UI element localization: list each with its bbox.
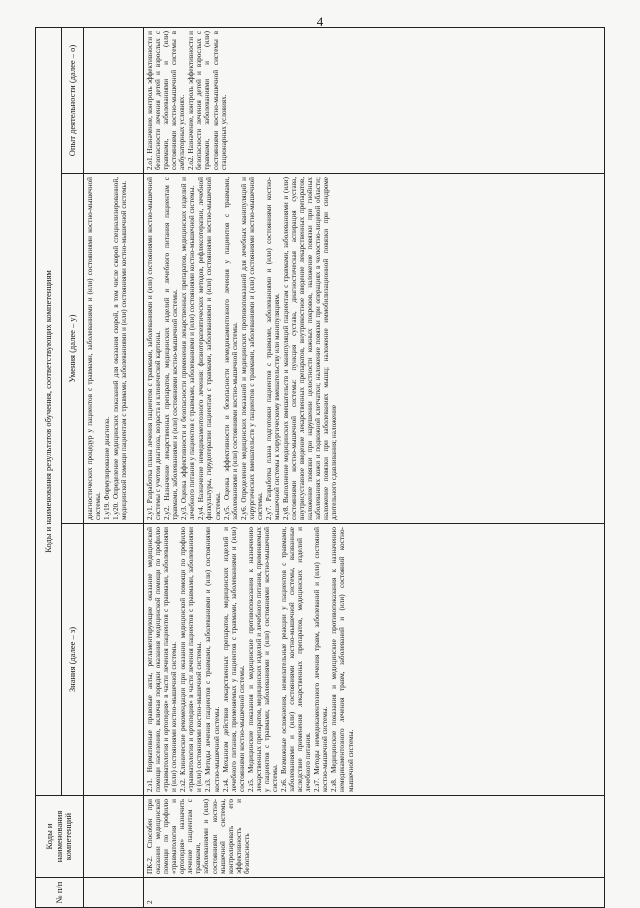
cont-knowledge-cell (84, 524, 144, 796)
skill-item: 2.у4. Назначение немедикаментозного лечения: физиотерапевтических методов, рефлексотерапии, лечебной физкультуры, гирудотерапии пациентам с травмами, заболеваниями и (или) состояниями костно-мышечной системы. (197, 177, 222, 520)
experience-cell (144, 27, 605, 173)
experience-item: 2.о2. Назначение, контроль эффективности и безопасности лечения детей и взрослых с травмами, заболеваниями и (или) состояниями костно-мышечной системы в стационарных условиях. (187, 30, 228, 170)
cont-experience-cell (84, 27, 144, 173)
header-group: Коды и наименования результатов обучения, соответствующих компетенциям (36, 27, 62, 795)
header-row-2 (62, 27, 84, 907)
competency-code: ПК-2. Способен при оказании медицинской помощи по профилю «травматология и ортопедия» назначить лечение пациентам с травмами, заболеваниями и (или) состояниями костно-мышечной системы, контролировать его эффективность и безопасность (144, 796, 605, 878)
knowledge-item: 2.з7. Методы немедикаментозного лечения травм, заболеваний и (или) состояний костно-мышечной системы. (313, 527, 330, 792)
header-codes: Коды и наименования компетенций (36, 796, 84, 878)
knowledge-item: 2.з1. Нормативные правовые акты, регламентирующие оказание медицинской помощи населению, включая порядки оказания медицинской помощи по профилю «травматология и ортопедия» в части лечения пациентов с травмами, заболеваниями и (или) состояниями костно-мышечной системы. (146, 527, 179, 792)
skill-item: 2.у1. Разработка плана лечения пациентов с травмами, заболеваниями и (или) состояниями костно-мышечной системы с учетом диагноза, возраста и клинической картины. (146, 177, 163, 520)
header-experience: Опыт деятельности (далее – о) (62, 27, 84, 173)
skill-item: 2.у5. Оценка эффективности и безопасности немедикаментозного лечения у пациентов с травмами, заболеваниями и (или) состояниями костно-мышечной системы. (222, 177, 239, 520)
knowledge-item: 2.з8. Медицинские показания и медицинские противопоказания к назначению немедикаментозного лечения травм, заболеваний и (или) состояний костно-мышечной системы. (330, 527, 355, 792)
page-number: 4 (316, 14, 324, 29)
header-row-1 (36, 27, 62, 907)
row-number: 2 (144, 878, 605, 908)
cont-skill-item: 1.у19. Формулирование диагноза. (103, 416, 112, 520)
header-num: № п/п (36, 878, 84, 908)
cont-skill-item: 1.у20. Определение медицинских показаний для оказания скорой, в том числе скорой специализированной, медицинской помощи пациентам с травмами, заболеваниями и (или) состояниями костно-мышечной системы. (112, 177, 129, 520)
skill-item: 2.у8. Выполнение медицинских вмешательств и манипуляций пациентам с травмами, заболеваниями и (или) состояниями костно-мышечной системы: пункция сустава, диагностическая аспирация сустава, внутрисуставное введение лекарственных препаратов, внутрикостное введение лекарственных препаратов, наложение повязки при нарушении целостности кожных покровов, наложение повязки при гнойных заболеваниях кожи и подкожной клетчатки; наложение повязки при операциях в челюстно-лицевой области; наложение повязки при заболеваниях мышц; наложение иммобилизационной повязки при синдроме длительного сдавливания; наложение (282, 177, 339, 520)
skill-item: 2.у2. Назначение лекарственных препаратов, медицинских изделий и лечебного питания пациентам с травмами, заболеваниями и (или) состояниями костно-мышечной системы. (163, 177, 180, 520)
rotated-table-wrapper (35, 28, 605, 908)
cont-num-cell (84, 878, 144, 908)
table-row (144, 27, 605, 907)
skill-item: 2.у3. Оценка эффективности и безопасности применения лекарственных препаратов, медицинских изделий и лечебного питания у пациентов с травмами, заболеваниями и (или) состояниями костно-мышечной системы. (180, 177, 197, 520)
competency-table (35, 27, 605, 908)
knowledge-cell (144, 524, 605, 796)
skill-item: 2.у7. Разработка плана подготовки пациентов с травмами, заболеваниями и (или) состояниями костно-мышечной системы к хирургическому вмешательству или манипуляциям. (264, 177, 281, 520)
experience-item: 2.о1. Назначение, контроль эффективности и безопасности лечения детей и взрослых с травмами, заболеваниями и (или) состояниями костно-мышечной системы в амбулаторных условиях. (146, 30, 187, 170)
knowledge-item: 2.з3. Методы лечения пациентов с травмами, заболеваниями и (или) состояниями костно-мышечной системы. (204, 527, 221, 792)
continuation-row (84, 27, 144, 907)
cont-skills-cell (84, 174, 144, 524)
skills-cell (144, 174, 605, 524)
knowledge-item: 2.з2. Клинические рекомендации при оказании медицинской помощи по профилю «травматология и ортопедия» в части лечения пациентов с травмами, заболеваниями и (или) состояниями костно-мышечной системы. (179, 527, 204, 792)
knowledge-item: 2.з4. Механизм действия лекарственных препаратов, медицинских изделий и лечебного питания, применяемых у пациентов с травмами, заболеваниями и (или) состояниями костно-мышечной системы. (221, 527, 246, 792)
knowledge-item: 2.з5. Медицинские показания и медицинские противопоказания к назначению лекарственных препаратов, медицинских изделий и лечебного питания, применяемых у пациентов с травмами, заболеваниями и (или) состояниями костно-мышечной системы. (246, 527, 279, 792)
header-knowledge: Знания (далее – з) (62, 524, 84, 796)
knowledge-item: 2.з6. Возможные осложнения, нежелательные реакции у пациентов с травмами, заболеваниями и (или) состояниями костно-мышечной системы, вызванные вследствие применения лекарственных препаратов, медицинских изделий и лечебного питания. (280, 527, 313, 792)
cont-skill-item: диагностических процедур у пациентов с травмами, заболеваниями и (или) состояниями костно-мышечной системы. (86, 177, 103, 520)
header-skills: Умения (далее – у) (62, 174, 84, 524)
cont-codes-cell (84, 796, 144, 878)
skill-item: 2.у6. Определение медицинских показаний и медицинских противопоказаний для лечебных манипуляций и хирургических вмешательств у пациентов с травмами, заболеваниями и (или) состояниями костно-мышечной системы. (239, 177, 264, 520)
